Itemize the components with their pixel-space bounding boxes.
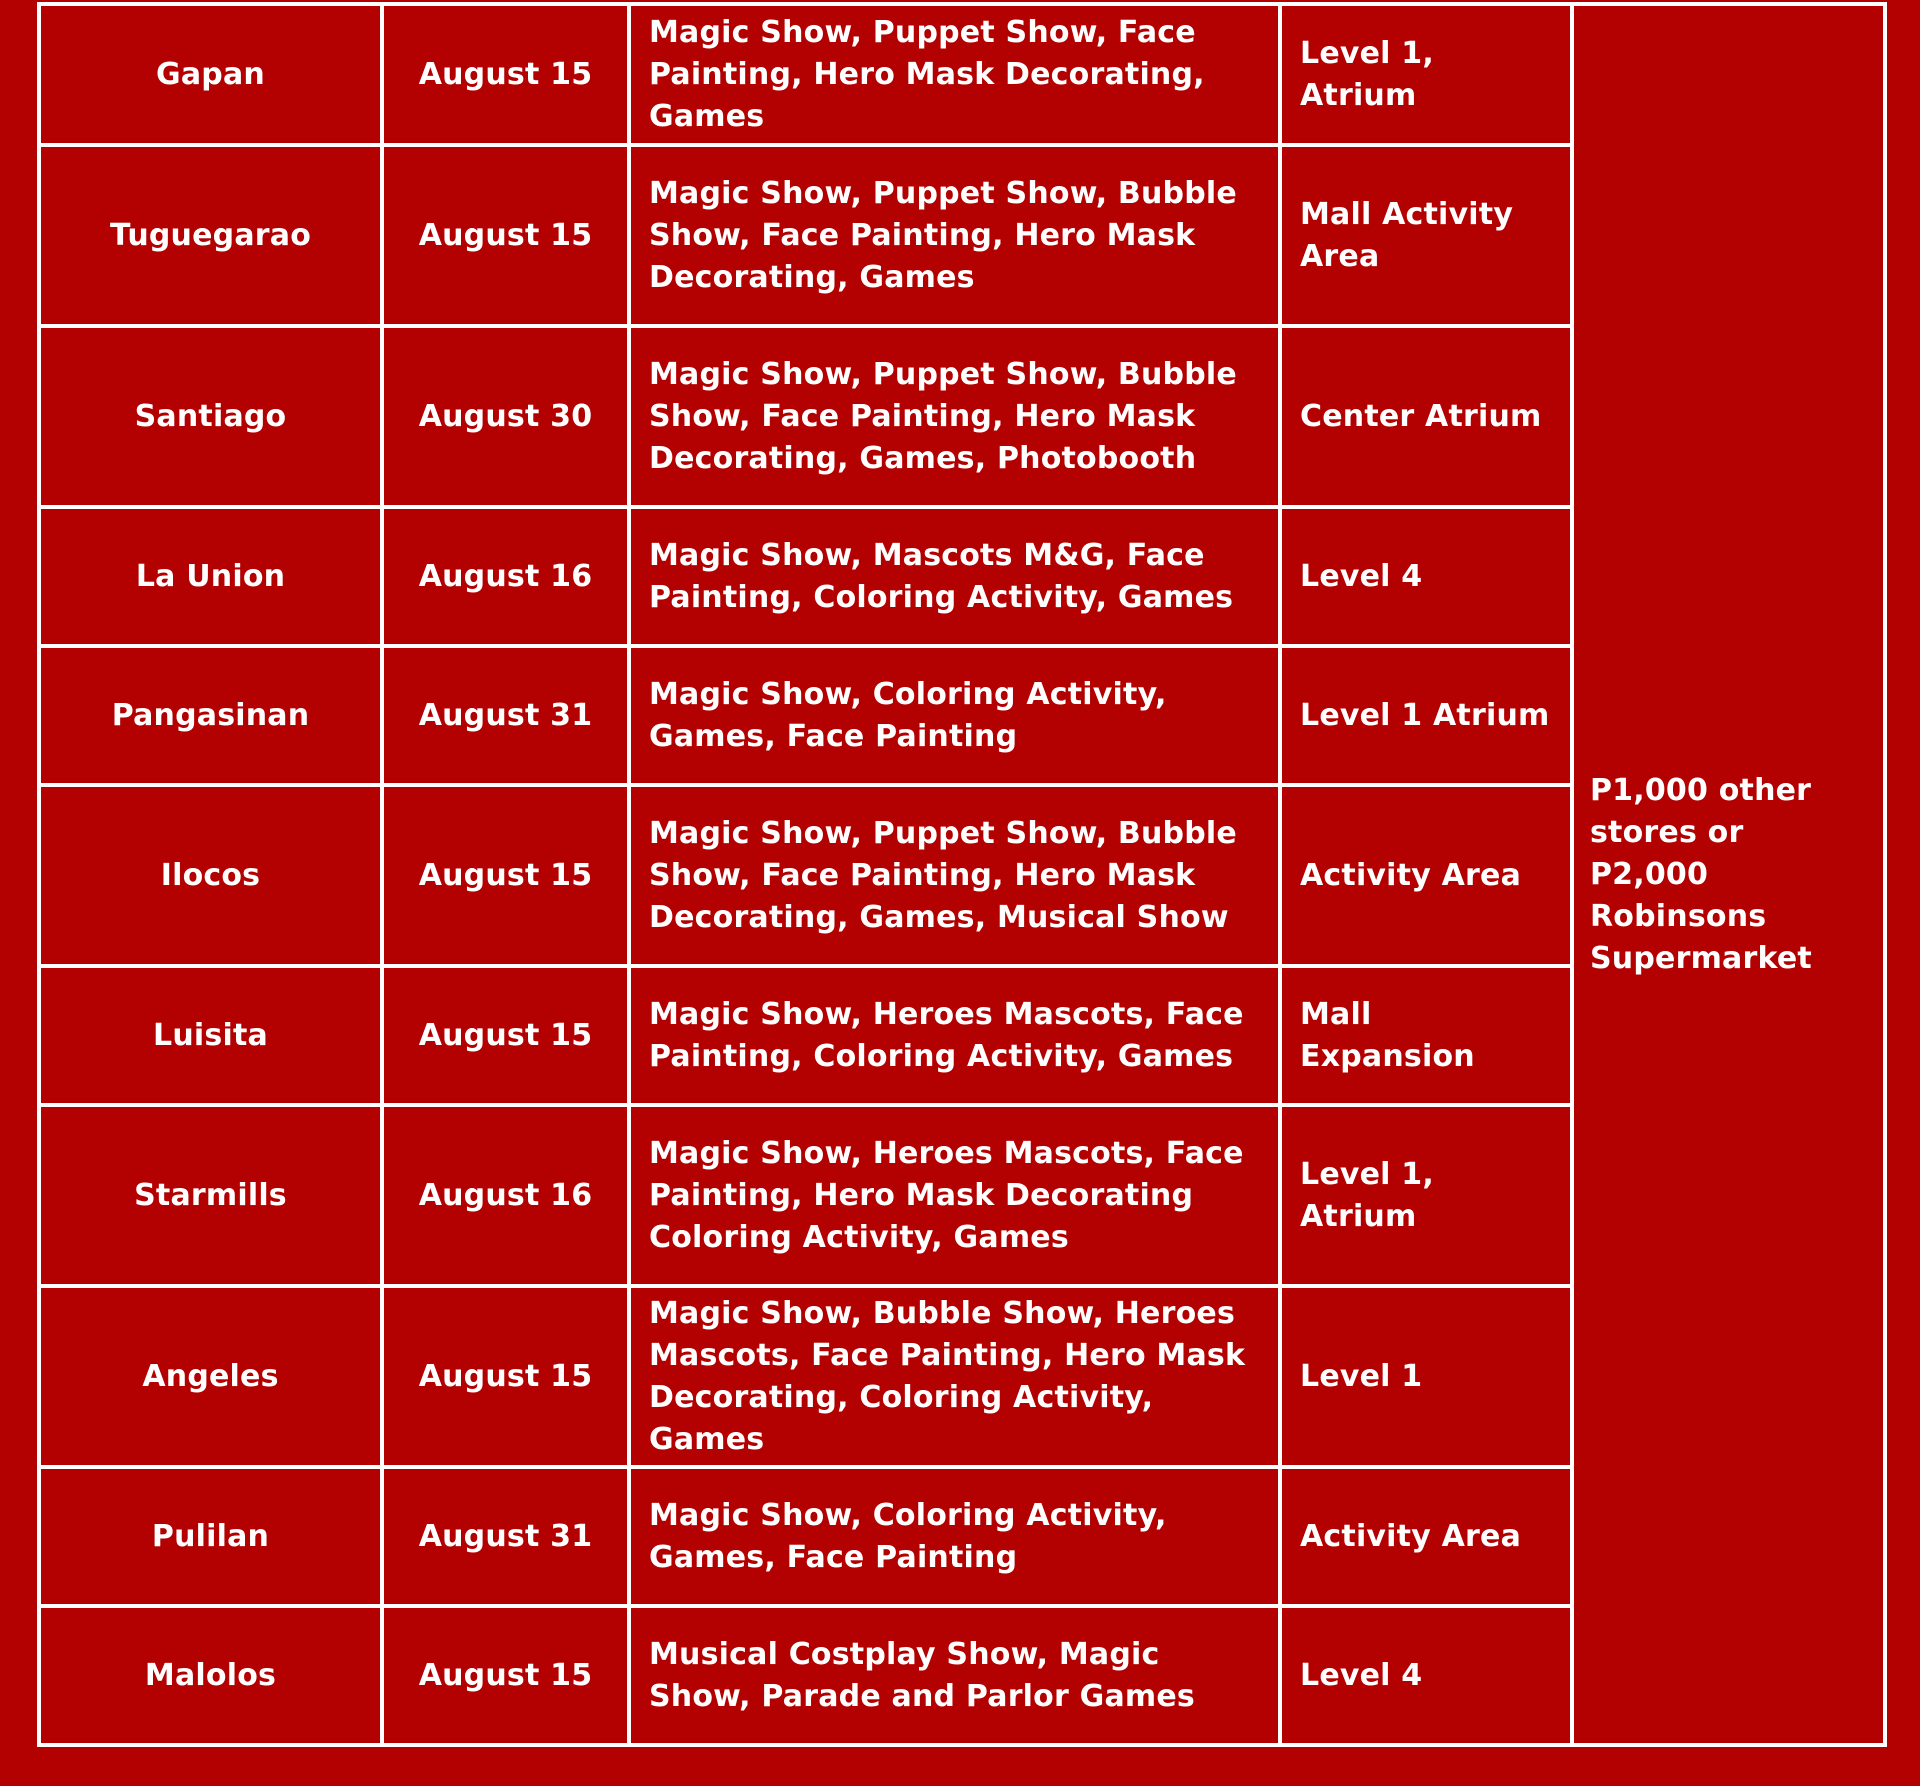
activities-cell: Magic Show, Bubble Show, Heroes Mascots, Face Painting, Hero Mask Decorating, Coloring Activity, Games [629,1286,1280,1467]
activities-cell: Magic Show, Heroes Mascots, Face Painting, Coloring Activity, Games [629,966,1280,1105]
date-cell: August 15 [382,145,629,326]
activities-cell: Magic Show, Heroes Mascots, Face Painting, Hero Mask Decorating Coloring Activity, Games [629,1105,1280,1286]
activities-cell: Magic Show, Puppet Show, Bubble Show, Face Painting, Hero Mask Decorating, Games, Photobooth [629,326,1280,507]
branch-cell: Tuguegarao [39,145,382,326]
purchase-requirement-cell: P1,000 other stores or P2,000 Robinsons Supermarket [1572,4,1885,1745]
branch-cell: Ilocos [39,785,382,966]
venue-cell: Mall Expansion [1280,966,1572,1105]
date-cell: August 30 [382,326,629,507]
branch-cell: Gapan [39,4,382,145]
date-cell: August 15 [382,785,629,966]
activities-cell: Magic Show, Mascots M&G, Face Painting, Coloring Activity, Games [629,507,1280,646]
date-cell: August 15 [382,1286,629,1467]
branch-cell: Starmills [39,1105,382,1286]
branch-cell: La Union [39,507,382,646]
venue-cell: Level 4 [1280,1606,1572,1745]
schedule-table [37,2,1887,1747]
date-cell: August 16 [382,507,629,646]
venue-cell: Mall Activity Area [1280,145,1572,326]
activities-cell: Musical Costplay Show, Magic Show, Parade and Parlor Games [629,1606,1280,1745]
activities-cell: Magic Show, Puppet Show, Bubble Show, Face Painting, Hero Mask Decorating, Games, Musical Show [629,785,1280,966]
venue-cell: Level 1 Atrium [1280,646,1572,785]
activities-cell: Magic Show, Puppet Show, Bubble Show, Face Painting, Hero Mask Decorating, Games [629,145,1280,326]
table-row [39,4,1885,145]
venue-cell: Level 4 [1280,507,1572,646]
activities-cell: Magic Show, Coloring Activity, Games, Face Painting [629,646,1280,785]
date-cell: August 15 [382,966,629,1105]
date-cell: August 16 [382,1105,629,1286]
branch-cell: Pangasinan [39,646,382,785]
branch-cell: Santiago [39,326,382,507]
venue-cell: Center Atrium [1280,326,1572,507]
activities-cell: Magic Show, Puppet Show, Face Painting, Hero Mask Decorating, Games [629,4,1280,145]
branch-cell: Angeles [39,1286,382,1467]
venue-cell: Level 1, Atrium [1280,1105,1572,1286]
branch-cell: Pulilan [39,1467,382,1606]
activities-cell: Magic Show, Coloring Activity, Games, Face Painting [629,1467,1280,1606]
date-cell: August 15 [382,1606,629,1745]
venue-cell: Activity Area [1280,1467,1572,1606]
date-cell: August 31 [382,646,629,785]
date-cell: August 31 [382,1467,629,1606]
venue-cell: Level 1, Atrium [1280,4,1572,145]
branch-cell: Luisita [39,966,382,1105]
branch-cell: Malolos [39,1606,382,1745]
date-cell: August 15 [382,4,629,145]
venue-cell: Activity Area [1280,785,1572,966]
schedule-table-wrapper [37,2,1883,1747]
venue-cell: Level 1 [1280,1286,1572,1467]
